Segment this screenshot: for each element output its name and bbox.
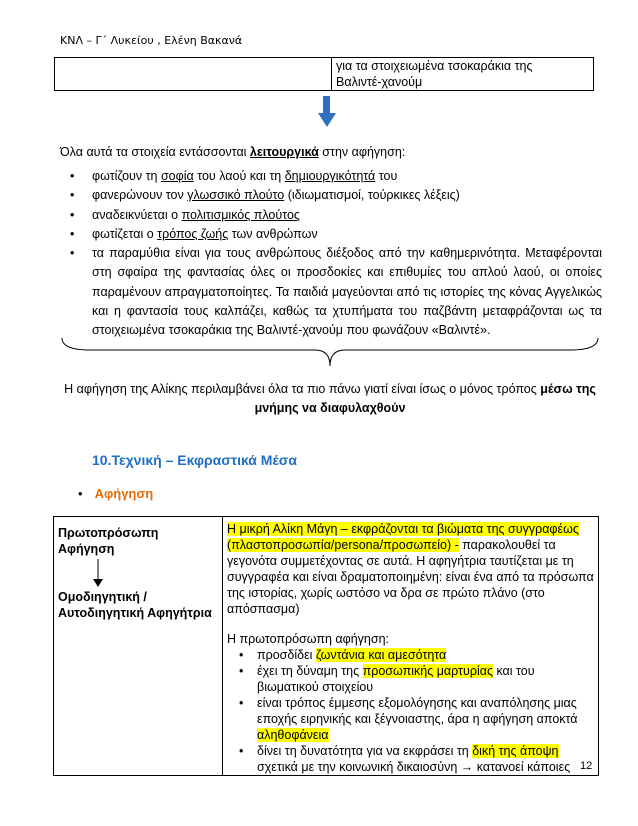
intro-after: στην αφήγηση: (318, 145, 406, 159)
narration-description-cell (223, 517, 599, 776)
section-title: 10.Τεχνική – Εκφραστικά Μέσα (92, 452, 297, 468)
list-item: • δίνει τη δυνατότητα για να εκφράσει τη δική της άποψη σχετικά με την κοινωνική δικαιοσύνη → κατανοεί κάποιες (227, 743, 594, 775)
list-item: • τα παραμύθια είναι για τους ανθρώπους διέξοδος από την καθημερινότητα. Μεταφέρονται στη σφαίρα της φαντασίας όλες οι προσδοκίες και επιθυμίες του απλού λαού, οι οποίες παραμένουν απραγματοποίητες. Τα παιδιά μαγεύονται από τις ιστορίες της κόνας Αγγελικώς και η φαντασία τους καλπάζει, καθώς τα χτυπήματα του παζβάντη μεταφράζονται ως τα στοιχειωμένα τσοκαράκια της Βαλιντέ-χανούμ που φωνάζουν «Βαλιντέ». (62, 244, 602, 340)
intro-text (60, 145, 405, 159)
list-item: • φωτίζεται ο τρόπος ζωής των ανθρώπων (62, 225, 602, 244)
label-autodiegetic: Αυτοδιηγητική Αφηγήτρια (58, 606, 212, 620)
narration-type-cell (54, 517, 223, 776)
subtitle-bullet: • (78, 486, 83, 501)
label-narration: Αφήγηση (58, 542, 115, 556)
list-item: • είναι τρόπος έμμεσης εξομολόγησης και αναπόλησης μιας εποχής ειρηνικής και ξέγνοιαστης, άρα η αφήγηση αποκτά αληθοφάνεια (227, 695, 594, 743)
list-item: • προσδίδει ζωντάνια και αμεσότητα (227, 647, 594, 663)
description-paragraph: Η μικρή Αλίκη Μάγη – εκφράζονται τα βιώματα της συγγραφέως (πλαστοπροσωπία/persona/προσωπείο) - παρακολουθεί τα γεγονότα συμμετέχοντας σε αυτά. Η αφηγήτρια ταυτίζεται με τη συγγραφέα και είναι δραματοποιημένη: είναι ένα από τα πρόσωπα της ιστορίας, χωρίς ωστόσο να δρα σε πρώτο πλάνο (στο απόσπασμα) (227, 522, 594, 616)
continued-table (54, 57, 594, 91)
empty-cell (55, 58, 332, 91)
continued-line-1: για τα στοιχειωμένα τσοκαράκια της (336, 59, 533, 73)
intro-before: Όλα αυτά τα στοιχεία εντάσσονται (60, 145, 250, 159)
functions-list (62, 167, 602, 341)
description-lead: Η πρωτοπρόσωπη αφήγηση: (227, 632, 390, 646)
list-item: • αναδεικνύεται ο πολιτισμικός πλούτος (62, 206, 602, 225)
continued-line-2: Βαλιντέ-χανούμ (336, 75, 423, 89)
first-person-list (227, 647, 594, 775)
down-arrow-icon (317, 96, 337, 128)
subtitle-text: Αφήγηση (94, 486, 154, 501)
list-item: • φανερώνουν τον γλωσσικό πλούτο (ιδιωματισμοί, τούρκικες λέξεις) (62, 186, 602, 205)
narration-table (53, 516, 599, 776)
list-item: • φωτίζουν τη σοφία του λαού και τη δημιουργικότητά του (62, 167, 602, 186)
label-homodiegetic: Ομοδιηγητική / (58, 590, 147, 604)
continued-cell (332, 58, 594, 91)
section-subtitle (78, 486, 153, 501)
intro-bold: λειτουργικά (249, 145, 319, 159)
conclusion-text: Η αφήγηση της Αλίκης περιλαμβάνει όλα τα πιο πάνω γιατί είναι ίσως ο μόνος τρόπος μέσω της μνήμης να διαφυλαχθούν (64, 382, 596, 415)
small-down-arrow-icon (88, 559, 108, 589)
curly-brace-icon (60, 336, 600, 370)
page-number: 12 (580, 760, 593, 772)
list-item: • έχει τη δύναμη της προσωπικής μαρτυρίας και του βιωματικού στοιχείου (227, 663, 594, 695)
page-header: ΚΝΛ – Γ΄ Λυκείου , Ελένη Βακανά (60, 34, 243, 47)
label-first-person: Πρωτοπρόσωπη (58, 526, 159, 540)
